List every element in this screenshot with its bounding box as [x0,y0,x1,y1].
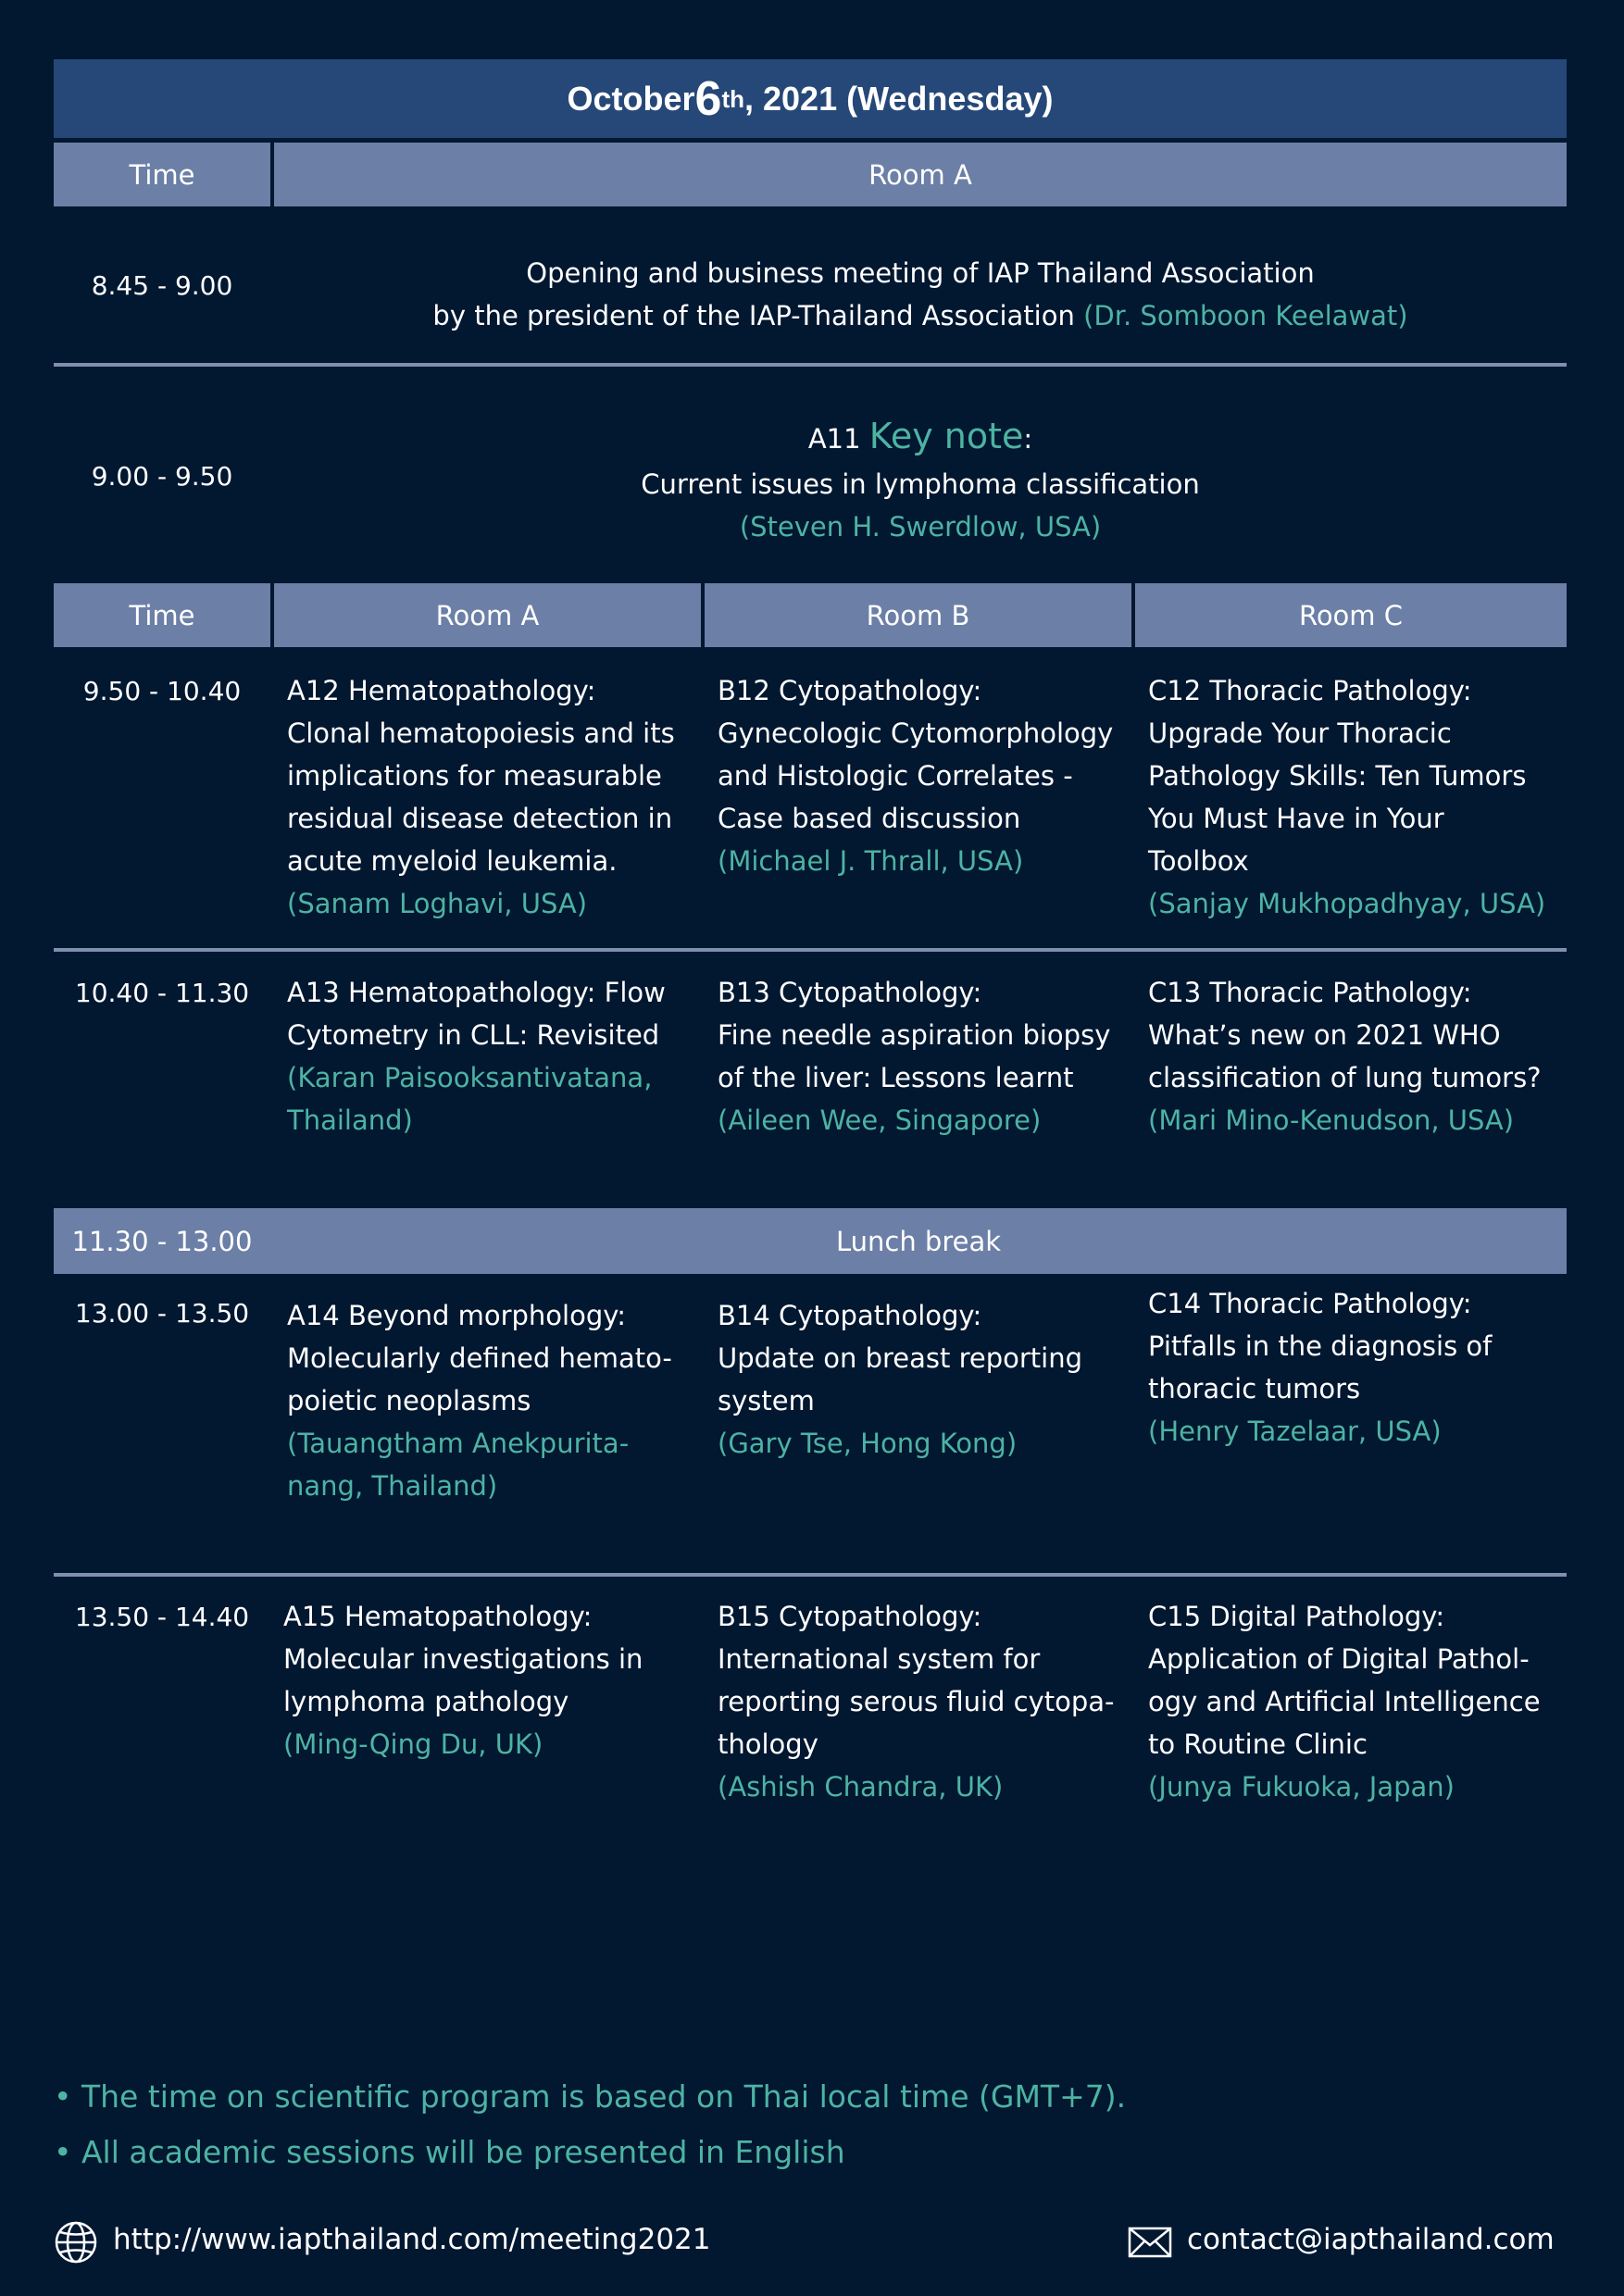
opening-line2: by the president of the IAP-Thailand Association [432,300,1075,331]
session-c12 [1148,669,1567,925]
row-divider [54,363,1567,367]
session-line: B12 Cytopathology: [718,675,982,706]
keynote-heading [274,412,1567,463]
session-line: residual disease detection in [287,803,673,834]
session-b15 [718,1595,1134,1808]
time-cell: 9.00 - 9.50 [91,461,233,492]
date-prefix: October [567,79,695,118]
session-line: A12 Hematopathology: [287,675,596,706]
session-line: C14 Thoracic Pathology: [1148,1288,1472,1319]
session-line: acute myeloid leukemia. [287,845,618,877]
session-a14 [287,1294,704,1507]
session-line: B14 Cytopathology: [718,1300,982,1331]
session-line: A14 Beyond morphology: [287,1300,627,1331]
session-speaker: Thailand) [287,1104,413,1136]
row-divider [54,948,1567,952]
session-speaker: nang, Thailand) [287,1470,498,1502]
time-cell: 13.00 - 13.50 [74,1298,250,1329]
session-line: Gynecologic Cytomorphology [718,718,1114,749]
table1-room-header: Room A [274,143,1567,206]
session-line: implications for measurable [287,760,662,792]
email-link[interactable]: contact@iapthailand.com [1187,2223,1555,2256]
session-line: C12 Thoracic Pathology: [1148,675,1472,706]
session-line: Fine needle aspiration biopsy [718,1019,1111,1051]
session-speaker: (Ashish Chandra, UK) [718,1771,1004,1803]
session-line: of the liver: Lessons learnt [718,1062,1074,1093]
session-speaker: (Mari Mino-Kenudson, USA) [1148,1104,1515,1136]
session-a12 [287,669,704,925]
opening-line1: Opening and business meeting of IAP Thailand Association [526,257,1315,289]
time-cell: 13.50 - 14.40 [74,1602,250,1632]
note-timezone: • The time on scientific program is based on Thai local time (GMT+7). [54,2078,1127,2115]
session-line: A15 Hematopathology: [283,1601,593,1632]
session-line: C15 Digital Pathology: [1148,1601,1445,1632]
lunch-break: Lunch break [270,1208,1567,1274]
session-line: Toolbox [1148,845,1249,877]
session-speaker: (Henry Tazelaar, USA) [1148,1416,1442,1447]
session-line: C13 Thoracic Pathology: [1148,977,1472,1008]
session-line: B13 Cytopathology: [718,977,982,1008]
session-a15 [283,1595,704,1766]
time-cell: 10.40 - 11.30 [74,978,250,1008]
session-a13 [287,971,704,1142]
session-b14 [718,1294,1134,1465]
keynote-title: Current issues in lymphoma classification [641,468,1200,500]
session-line: B15 Cytopathology: [718,1601,982,1632]
session-line: Pitfalls in the diagnosis of [1148,1330,1493,1362]
session-c14 [1148,1282,1567,1453]
session-line: Case based discussion [718,803,1021,834]
session-line: Clonal hematopoiesis and its [287,718,675,749]
session-speaker: (Aileen Wee, Singapore) [718,1104,1042,1136]
session-b12 [718,669,1134,882]
session-line: International system for [718,1643,1041,1675]
session-line: Upgrade Your Thoracic [1148,718,1452,749]
session-c15 [1148,1595,1567,1808]
session-speaker: (Gary Tse, Hong Kong) [718,1428,1018,1459]
table2-room-c-header: Room C [1135,583,1567,647]
table2-time-header: Time [54,583,270,647]
session-speaker: (Ming-Qing Du, UK) [283,1728,543,1760]
table2-room-a-header: Room A [274,583,701,647]
session-line: and Histologic Correlates - [718,760,1073,792]
session-line: poietic neoplasms [287,1385,531,1416]
session-speaker: (Michael J. Thrall, USA) [718,845,1024,877]
session-line: A13 Hematopathology: Flow [287,977,666,1008]
row-divider [54,1573,1567,1577]
keynote-label: Key note [868,416,1024,456]
time-cell: 8.45 - 9.00 [91,270,233,301]
envelope-icon [1128,2227,1172,2258]
table1-time-header: Time [54,143,270,206]
opening-line2-wrap [274,294,1567,337]
session-line: thoracic tumors [1148,1373,1361,1404]
session-line: What’s new on 2021 WHO [1148,1019,1501,1051]
time-cell: 9.50 - 10.40 [82,676,242,706]
session-line: to Routine Clinic [1148,1728,1368,1760]
keynote-colon: : [1023,423,1033,455]
session-speaker: (Tauangtham Anekpurita- [287,1428,630,1459]
session-line: Molecularly defined hemato- [287,1342,672,1374]
session-line: lymphoma pathology [283,1686,569,1717]
keynote-speaker: (Steven H. Swerdlow, USA) [739,511,1102,543]
session-b13 [718,971,1134,1142]
table2-room-b-header: Room B [705,583,1131,647]
session-c13 [1148,971,1567,1142]
website-link[interactable]: http://www.iapthailand.com/meeting2021 [113,2223,711,2256]
opening-session [274,252,1567,337]
opening-speaker: (Dr. Somboon Keelawat) [1083,300,1408,331]
session-line: thology [718,1728,818,1760]
session-speaker: (Junya Fukuoka, Japan) [1148,1771,1455,1803]
session-line: Molecular investigations in [283,1643,643,1675]
session-line: Application of Digital Pathol- [1148,1643,1530,1675]
note-language: • All academic sessions will be presented in English [54,2134,845,2170]
keynote-code: A11 [807,423,861,455]
session-line: Cytometry in CLL: Revisited [287,1019,660,1051]
date-day: 6 [694,71,722,126]
session-line: system [718,1385,815,1416]
session-speaker: (Karan Paisooksantivatana, [287,1062,653,1093]
session-line: Update on breast reporting [718,1342,1083,1374]
date-header: October 6 th , 2021 (Wednesday) [54,59,1567,138]
session-line: reporting serous fluid cytopa- [718,1686,1115,1717]
globe-icon [54,2220,98,2265]
session-speaker: (Sanam Loghavi, USA) [287,888,588,919]
session-line: classification of lung tumors? [1148,1062,1542,1093]
session-line: ogy and Artificial Intelligence [1148,1686,1541,1717]
session-line: Pathology Skills: Ten Tumors [1148,760,1527,792]
lunch-time: 11.30 - 13.00 [54,1208,270,1274]
session-line: You Must Have in Your [1148,803,1444,834]
date-rest: , 2021 (Wednesday) [744,79,1054,118]
session-speaker: (Sanjay Mukhopadhyay, USA) [1148,888,1546,919]
keynote-session [274,412,1567,548]
